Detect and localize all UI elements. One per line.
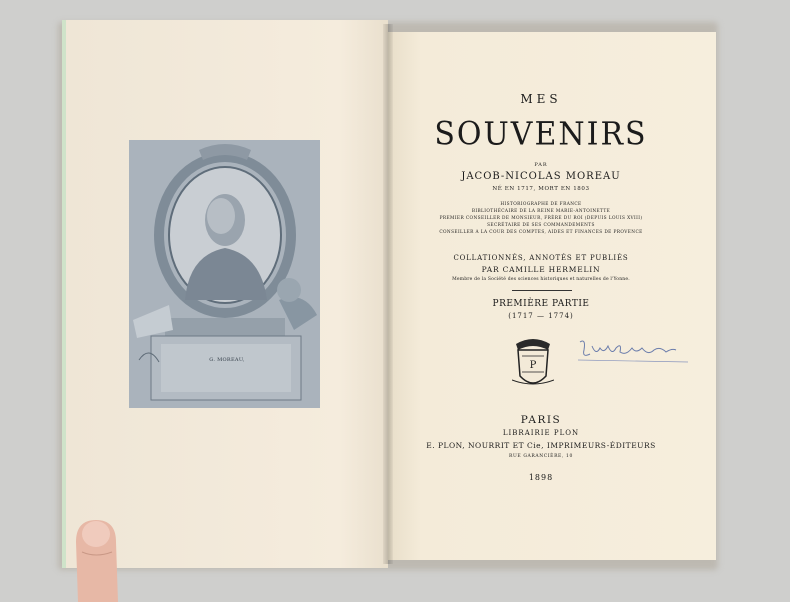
imprint-printers: E. PLON, NOURRIT ET Cie, IMPRIMEURS-ÉDITEURS (426, 441, 656, 450)
plate-caption: G. MOREAU, (209, 357, 245, 363)
editor-line: PAR CAMILLE HERMELIN (481, 265, 601, 274)
imprint-year: 1898 (528, 473, 554, 482)
title-par: PAR (534, 162, 548, 168)
editor-note: Membre de la Société des sciences historiques et naturelles de l'Yonne. (452, 277, 630, 282)
publisher-mark (512, 336, 554, 390)
imprint-publisher: LIBRAIRIE PLON (502, 429, 580, 437)
author-title-2: BIBLIOTHÉCAIRE DE LA REINE MARIE-ANTOINETTE (471, 209, 611, 214)
author-title-5: CONSEILLER A LA COUR DES COMPTES, AIDES ET FINANCES DE PROVENCE (439, 230, 643, 235)
author-name: JACOB-NICOLAS MOREAU (461, 171, 621, 182)
author-title-4: SECRÉTAIRE DE SES COMMANDEMENTS (487, 223, 595, 228)
svg-text:P: P (529, 360, 537, 371)
finger-holding-page (66, 512, 124, 602)
author-title-1: HISTORIOGRAPHE DE FRANCE (500, 202, 582, 207)
title-rule (512, 290, 572, 291)
imprint-street: RUE GARANCIÈRE, 10 (509, 454, 573, 459)
part-years: (1717 — 1774) (508, 312, 574, 320)
handwritten-signature (576, 336, 696, 366)
imprint-city: PARIS (520, 414, 562, 426)
frontispiece-portrait (129, 140, 320, 408)
title-souvenirs: SOUVENIRS (434, 116, 648, 153)
author-title-3: PREMIER CONSEILLER DE MONSIEUR, FRÈRE DU ROI (DEPUIS LOUIS XVIII) (439, 216, 643, 221)
collation-line: COLLATIONNÉS, ANNOTÉS ET PUBLIÉS (453, 254, 629, 262)
part-label: PREMIÈRE PARTIE (492, 299, 590, 309)
author-dates: NÉ EN 1717, MORT EN 1803 (492, 186, 590, 192)
title-mes: MES (520, 92, 562, 106)
